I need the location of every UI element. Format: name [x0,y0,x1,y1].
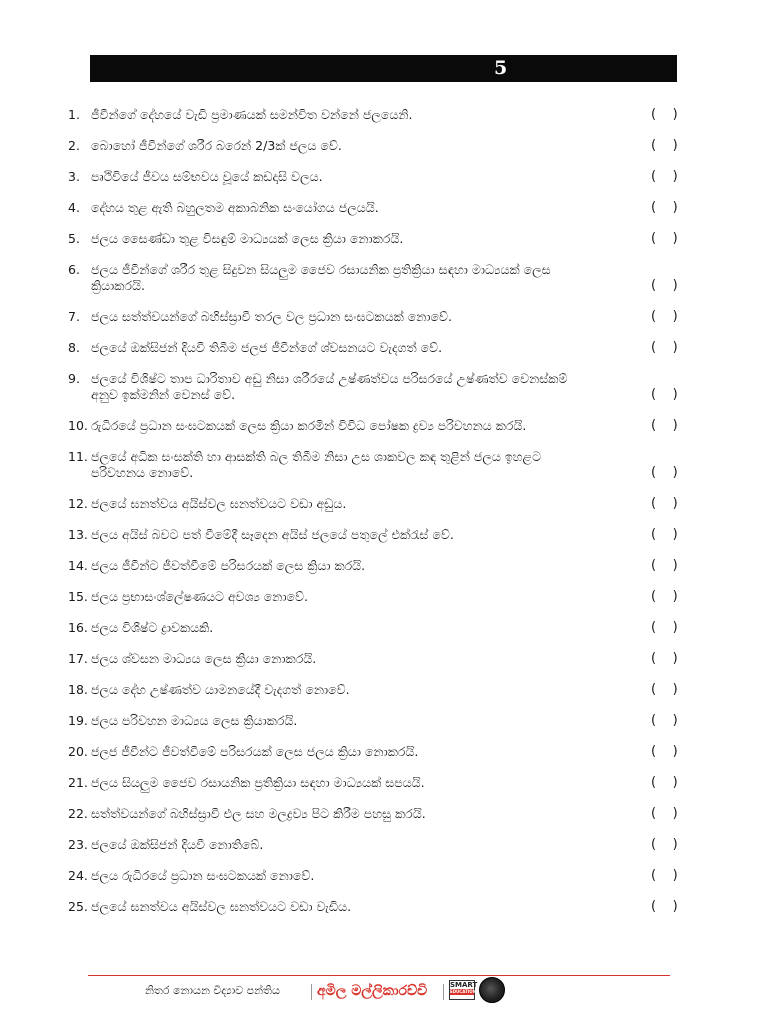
smart-education-logo [449,980,478,1000]
question-text-line: ජලය ප්‍රභාසංශ්ලේෂණයට අවශ්‍ය නොවේ. [91,589,309,604]
question-number: 1. [68,107,80,122]
question-text [91,309,641,325]
question-text-line: ජලය විශිෂ්ට ද්‍රාවකයකි. [91,620,214,635]
question-text-line: ජලය ශ්වසන මාධ්‍යය ලෙස ක්‍රියා නොකරයි. [91,651,317,666]
question-text-line: ජීවීන්ගේ දේහයේ වැඩි ප්‍රමාණයක් සමන්විත වන්නේ ජලයෙනි. [91,107,413,122]
answer-bracket[interactable]: ( ) [651,309,678,324]
question-text [91,682,641,698]
question-text-line: ජලය සත්ත්වයන්ගේ බහිස්ස්‍රාවී තරල වල ප්‍රධාන සංඝටකයක් නොවේ. [91,309,452,324]
question-number: 12. [68,496,88,511]
question-text [91,371,641,403]
answer-bracket[interactable]: ( ) [651,806,678,821]
answer-bracket[interactable]: ( ) [651,558,678,573]
answer-bracket[interactable]: ( ) [651,651,678,666]
question-number: 3. [68,169,80,184]
question-number: 7. [68,309,80,324]
question-text-line: ජලය පරිවහන මාධ්‍යය ලෙස ක්‍රියාකරයි. [91,713,298,728]
answer-bracket[interactable]: ( ) [651,682,678,697]
question-number: 14. [68,558,88,573]
answer-bracket[interactable]: ( ) [651,465,678,480]
question-text-line: පරිවහනය නොවේ. [91,465,194,480]
question-text [91,651,641,667]
footer-separator [311,984,312,1000]
footer-separator [443,984,444,1000]
question-text [91,837,641,853]
emblem-icon [479,977,505,1003]
question-number: 17. [68,651,88,666]
question-number: 11. [68,449,88,464]
answer-bracket[interactable]: ( ) [651,620,678,635]
question-text-line: අනුව ඉක්මනින් වෙනස් වේ. [91,387,236,402]
question-text [91,620,641,636]
answer-bracket[interactable]: ( ) [651,278,678,293]
answer-bracket[interactable]: ( ) [651,527,678,542]
question-text-line: ජලය රුධිරයේ ප්‍රධාන සංඝටකයක් නොවේ. [91,868,315,883]
question-number: 9. [68,371,80,386]
question-text-line: ජලය ජීවීන්ට ජීවත්වීමේ පරිසරයක් ලෙස ක්‍රියා කරයි. [91,558,366,573]
question-text-line: ජලයේ ඔක්සිජන් දියවී තිබීම ජලජ ජීවීන්ගේ ශ්වසනයට වැදගත් වේ. [91,340,443,355]
question-text [91,558,641,574]
question-text [91,713,641,729]
answer-bracket[interactable]: ( ) [651,899,678,914]
answer-bracket[interactable]: ( ) [651,868,678,883]
question-number: 15. [68,589,88,604]
answer-bracket[interactable]: ( ) [651,169,678,184]
question-number: 8. [68,340,80,355]
question-text [91,775,641,791]
answer-bracket[interactable]: ( ) [651,200,678,215]
question-text [91,107,641,123]
question-number: 18. [68,682,88,697]
question-number: 13. [68,527,88,542]
question-text [91,806,641,822]
question-text [91,527,641,543]
question-number: 21. [68,775,88,790]
question-text [91,231,641,247]
question-number: 24. [68,868,88,883]
question-number: 23. [68,837,88,852]
footer-author-name: අමිල මල්ලිකාරච්චි [317,983,428,999]
question-number: 19. [68,713,88,728]
question-text [91,868,641,884]
question-text [91,138,641,154]
question-text-line: සත්ත්වයන්ගේ බහිස්ස්‍රාවී එල සහ මලද්‍රව්‍ය පිට කිරීම පහසු කරයි. [91,806,426,821]
question-text-line: ජලජ ජීවීන්ට ජීවත්වීමේ පරිසරයක් ලෙස ජලය ක්‍රියා නොකරයි. [91,744,419,759]
question-text-line: ජලයේ ඝනත්වය අයිස්වල ඝනත්වයට වඩා අඩුය. [91,496,347,511]
question-text [91,496,641,512]
question-text-line: පෘථිවියේ ජීවය සම්භවය වූයේ කඩදාසි වලය. [91,169,323,184]
question-number: 6. [68,262,80,277]
footer-series-name: නිතර නොයන විද්‍යාව පන්තිය [145,984,280,997]
question-text [91,744,641,760]
answer-bracket[interactable]: ( ) [651,387,678,402]
answer-bracket[interactable]: ( ) [651,107,678,122]
page-number: 5 [494,57,508,79]
question-text-line: ජලය ජීවීන්ගේ ශරීර තුළ සිදුවන සියලුම ජෛව රසායනික ප්‍රතික්‍රියා සඳහා මාධ්‍යයක් ලෙස [91,262,551,277]
question-text-line: රුධිරයේ ප්‍රධාන සංඝටකයක් ලෙස ක්‍රියා කරමින් විවිධ පෝෂක ද්‍රව්‍ය පරිවහනය කරයි. [91,418,527,433]
logo-subtext: EDUCATION [450,989,476,994]
question-text [91,262,641,294]
question-number: 22. [68,806,88,821]
question-text-line: ජලයේ ඝනත්වය අයිස්වල ඝනත්වයට වඩා වැඩිය. [91,899,352,914]
answer-bracket[interactable]: ( ) [651,418,678,433]
header-bar [90,55,677,82]
question-text-line: බොහෝ ජීවීන්ගේ ශරීර බරෙන් 2/3ක් ජලය වේ. [91,138,342,153]
question-text-line: ක්‍රියාකරයි. [91,278,145,293]
answer-bracket[interactable]: ( ) [651,713,678,728]
question-text [91,418,641,434]
answer-bracket[interactable]: ( ) [651,744,678,759]
question-number: 20. [68,744,88,759]
question-text [91,449,641,481]
question-text [91,169,641,185]
question-text [91,340,641,356]
answer-bracket[interactable]: ( ) [651,138,678,153]
answer-bracket[interactable]: ( ) [651,775,678,790]
footer [145,978,515,1004]
question-text-line: ජලය දේහ උෂ්ණත්ව යාමනයේදී වැදගත් නොවේ. [91,682,350,697]
question-text-line: ජලයේ අධික සංසක්ති හා ආසක්ති බල තිබීම නිසා උස ශාකවල කඳ තුළින් ජලය ඉහළට [91,449,542,464]
answer-bracket[interactable]: ( ) [651,837,678,852]
question-number: 5. [68,231,80,246]
question-number: 2. [68,138,80,153]
question-number: 4. [68,200,80,215]
answer-bracket[interactable]: ( ) [651,496,678,511]
answer-bracket[interactable]: ( ) [651,231,678,246]
question-text-line: ජලය සියලුම ජෛව රසායනික ප්‍රතික්‍රියා සඳහා මාධ්‍යයක් සපයයි. [91,775,425,790]
question-text [91,200,641,216]
logo-text: SMART [450,981,478,989]
footer-divider [88,975,670,976]
question-number: 10. [68,418,88,433]
question-text-line: දේහය තුළ ඇති බහුලතම අකාබනික සංයෝගය ජලයයි. [91,200,379,215]
answer-bracket[interactable]: ( ) [651,340,678,355]
question-text-line: ජලයේ ඔක්සිජන් දියවී නොතිබේ. [91,837,264,852]
question-text-line: ජලය සෛණ්ඩා තුළ විසඳුම් මාධ්‍යයක් ලෙස ක්‍රියා නොකරයි. [91,231,404,246]
answer-bracket[interactable]: ( ) [651,589,678,604]
question-number: 16. [68,620,88,635]
question-text [91,589,641,605]
question-number: 25. [68,899,88,914]
question-text-line: ජලය අයිස් බවට පත් වීමේදී සෑදෙන අයිස් ජලයේ පතුලේ එක්රැස් වේ. [91,527,454,542]
question-text [91,899,641,915]
question-text-line: ජලයේ විශිෂ්ට තාප ධාරිතාව අඩු නිසා ශරීරයේ උෂ්ණත්වය පරිසරයේ උෂ්ණත්ව වෙනස්කම් [91,371,568,386]
